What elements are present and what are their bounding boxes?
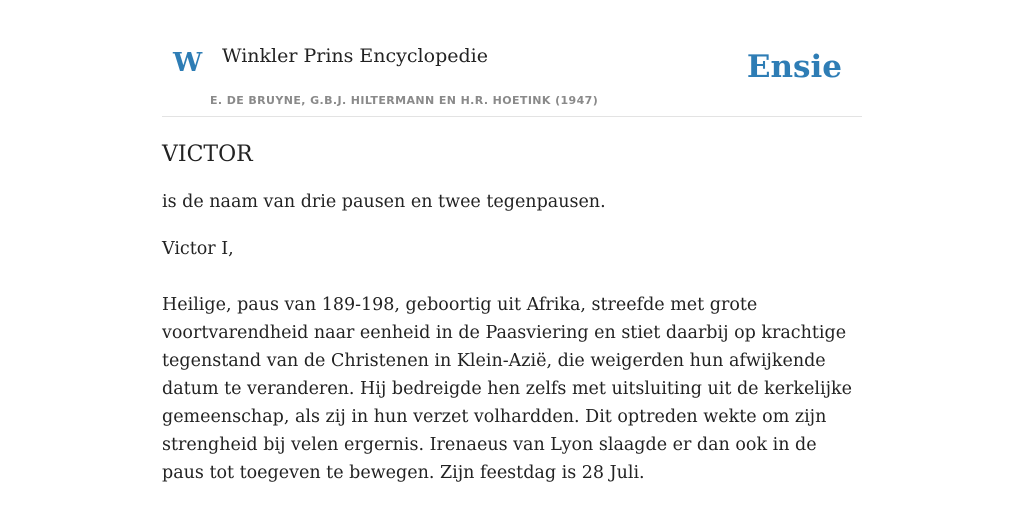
winkler-prins-logo[interactable]: W [173,48,203,78]
article-body: Heilige, paus van 189-198, geboortig uit Afrika, streefde met grote voortvarendheid naar eenheid in de Paasviering en stiet daarbij op krachtige tegenstand van de Christenen in Klein-Azië, die weigerden hun afwijkende datum te veranderen. Hij bedreigde hen zelfs met uitsluiting uit de kerkelijke gemeenschap, als zij in hun verzet volhardden. Dit optreden wekte om zijn strengheid bij velen ergernis. Irenaeus van Lyon slaagde er dan ook in de paus tot toegeven te bewegen. Zijn feestdag is 28 Juli. [162,295,852,483]
article-subheading: Victor I, [162,239,234,259]
source-authors: E. DE BRUYNE, G.B.J. HILTERMANN EN H.R. HOETINK (1947) [210,94,599,107]
source-header [162,0,862,117]
source-title[interactable]: Winkler Prins Encyclopedie [222,45,488,67]
article [162,138,862,487]
article-intro: is de naam van drie pausen en twee tegenpausen. [162,192,606,212]
ensie-logo[interactable]: Ensie [746,49,842,85]
article-title: VICTOR [162,142,253,167]
